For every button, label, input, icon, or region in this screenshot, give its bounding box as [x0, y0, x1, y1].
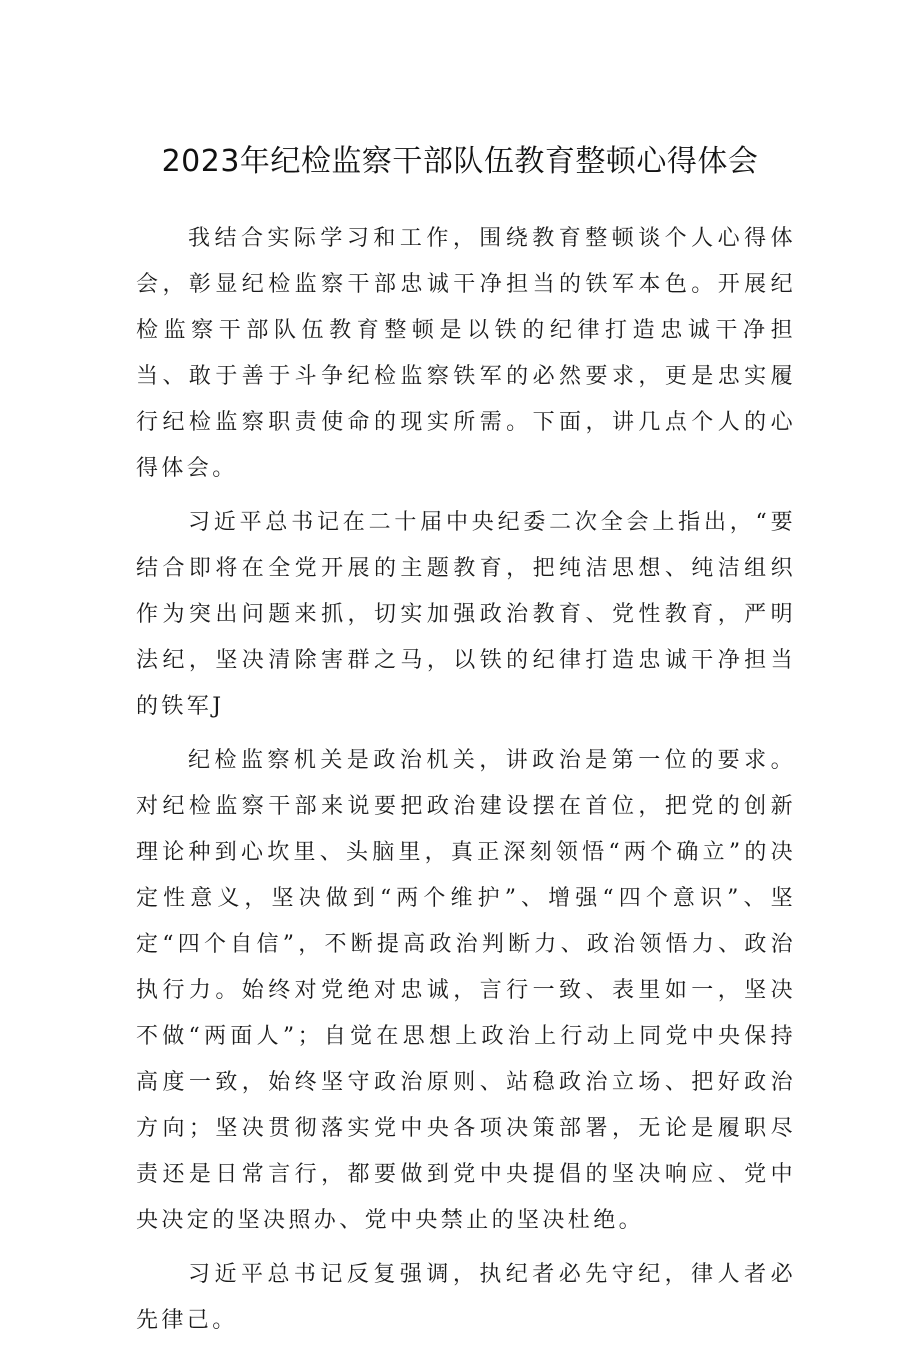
paragraph-quote: 习近平总书记在二十届中央纪委二次全会上指出，“要结合即将在全党开展的主题教育，把纯洁思想、纯洁组织作为突出问题来抓，切实加强政治教育、党性教育，严明法纪，坚决清除害群之马，以铁的纪律打造忠诚干净担当的铁军J — [136, 510, 796, 719]
document-title: 2023年纪检监察干部队伍教育整顿心得体会 — [161, 144, 759, 179]
paragraph-political: 纪检监察机关是政治机关，讲政治是第一位的要求。对纪检监察干部来说要把政治建设摆在首位，把党的创新理论种到心坎里、头脑里，真正深刻领悟“两个确立”的决定性意义，坚决做到“两个维护”、增强“四个意识”、坚定“四个自信”，不断提高政治判断力、政治领悟力、政治执行力。始终对党绝对忠诚，言行一致、表里如一，坚决不做“两面人”；自觉在思想上政治上行动上同党中央保持高度一致，始终坚守政治原则、站稳政治立场、把好政治方向；坚决贯彻落实党中央各项决策部署，无论是履职尽责还是日常言行，都要做到党中央提倡的坚决响应、党中央决定的坚决照办、党中央禁止的坚决杜绝。 — [136, 748, 796, 1233]
document-body — [136, 216, 796, 1352]
paragraph-intro: 我结合实际学习和工作，围绕教育整顿谈个人心得体会，彰显纪检监察干部忠诚干净担当的铁军本色。开展纪检监察干部队伍教育整顿是以铁的纪律打造忠诚干净担当、敢于善于斗争纪检监察铁军的必然要求，更是忠实履行纪检监察职责使命的现实所需。下面，讲几点个人的心得体会。 — [136, 226, 796, 481]
paragraph-discipline: 习近平总书记反复强调，执纪者必先守纪，律人者必先律己。 — [136, 1262, 796, 1333]
